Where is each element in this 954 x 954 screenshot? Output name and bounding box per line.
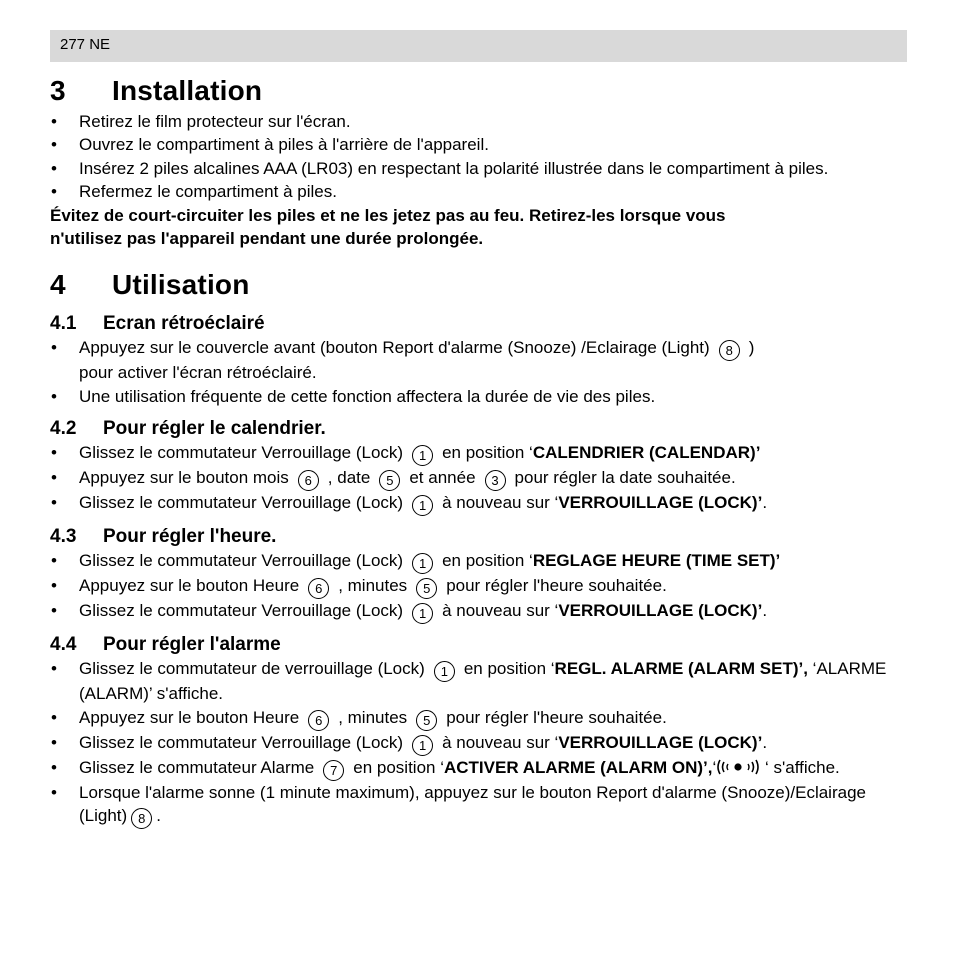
circled-number-icon: 5	[379, 470, 400, 491]
calendar-list	[50, 441, 910, 516]
list-item: • Glissez le commutateur Alarme 7 en position ‘ACTIVER ALARME (ALARM ON)’,‘ ‘ s'affiche.	[50, 756, 910, 781]
list-item: • Glissez le commutateur Verrouillage (Lock) 1 en position ‘REGLAGE HEURE (TIME SET)’	[50, 549, 910, 574]
list-item: • Une utilisation fréquente de cette fonction affectera la durée de vie des piles.	[50, 385, 910, 408]
section-3-heading	[50, 72, 910, 110]
section-title: Utilisation	[112, 269, 250, 301]
circled-number-icon: 1	[412, 603, 433, 624]
list-item: • Refermez le compartiment à piles.	[50, 180, 910, 203]
page-header	[50, 30, 907, 62]
subsection-title: Pour régler l'alarme	[103, 634, 281, 656]
subsection-title: Pour régler l'heure.	[103, 526, 277, 548]
document-body	[50, 70, 910, 829]
circled-number-icon: 1	[412, 495, 433, 516]
model-number: 277 NE	[60, 36, 111, 53]
circled-number-icon: 1	[434, 661, 455, 682]
section-4-heading	[50, 266, 910, 304]
alarm-on-icon	[716, 758, 760, 776]
circled-number-icon: 5	[416, 578, 437, 599]
circled-number-icon: 3	[485, 470, 506, 491]
subsection-number: 4.3	[50, 526, 77, 548]
circled-number-icon: 1	[412, 445, 433, 466]
list-item: • Glissez le commutateur Verrouillage (Lock) 1 à nouveau sur ‘VERROUILLAGE (LOCK)’.	[50, 731, 910, 756]
subsection-number: 4.1	[50, 313, 77, 335]
section-number: 3	[50, 75, 66, 106]
installation-list	[50, 110, 910, 204]
list-item: • Appuyez sur le couvercle avant (bouton Report d'alarme (Snooze) /Eclairage (Light) 8 ) pour activer l'écran rétroéclairé.	[50, 336, 910, 384]
list-item: • Retirez le film protecteur sur l'écran.	[50, 110, 910, 133]
circled-number-icon: 1	[412, 735, 433, 756]
subsection-4-1-heading	[50, 312, 910, 336]
backlight-list	[50, 336, 910, 408]
circled-number-icon: 6	[298, 470, 319, 491]
alarm-list	[50, 657, 910, 829]
circled-number-icon: 5	[416, 710, 437, 731]
list-item: • Glissez le commutateur de verrouillage (Lock) 1 en position ‘REGL. ALARME (ALARM SET)’, ‘ALARME (ALARM)’ s'affiche.	[50, 657, 910, 705]
warning-line: Évitez de court-circuiter les piles et ne les jetez pas au feu. Retirez-les lorsque vous	[50, 205, 726, 225]
list-item: • Appuyez sur le bouton Heure 6 , minutes 5 pour régler l'heure souhaitée.	[50, 706, 910, 731]
subsection-number: 4.4	[50, 634, 77, 656]
circled-number-icon: 1	[412, 553, 433, 574]
list-item: • Insérez 2 piles alcalines AAA (LR03) en respectant la polarité illustrée dans le compartiment à piles.	[50, 157, 910, 180]
subsection-title: Ecran rétroéclairé	[103, 313, 265, 335]
list-item: • Ouvrez le compartiment à piles à l'arrière de l'appareil.	[50, 133, 910, 156]
list-item: • Appuyez sur le bouton mois 6 , date 5 et année 3 pour régler la date souhaitée.	[50, 466, 910, 491]
battery-warning	[50, 204, 910, 251]
circled-number-icon: 6	[308, 578, 329, 599]
subsection-title: Pour régler le calendrier.	[103, 418, 326, 440]
circled-number-icon: 7	[323, 760, 344, 781]
warning-line: n'utilisez pas l'appareil pendant une durée prolongée.	[50, 229, 484, 249]
subsection-number: 4.2	[50, 418, 77, 440]
subsection-4-3-heading	[50, 525, 910, 549]
subsection-4-2-heading	[50, 417, 910, 441]
circled-number-icon: 8	[131, 808, 152, 829]
circled-number-icon: 8	[719, 340, 740, 361]
time-list	[50, 549, 910, 624]
list-item: • Glissez le commutateur Verrouillage (Lock) 1 à nouveau sur ‘VERROUILLAGE (LOCK)’.	[50, 599, 910, 624]
section-title: Installation	[112, 75, 263, 106]
list-item: • Glissez le commutateur Verrouillage (Lock) 1 en position ‘CALENDRIER (CALENDAR)’	[50, 441, 910, 466]
section-number: 4	[50, 269, 66, 301]
circled-number-icon: 6	[308, 710, 329, 731]
list-item: • Appuyez sur le bouton Heure 6 , minutes 5 pour régler l'heure souhaitée.	[50, 574, 910, 599]
subsection-4-4-heading	[50, 633, 910, 657]
list-item: • Glissez le commutateur Verrouillage (Lock) 1 à nouveau sur ‘VERROUILLAGE (LOCK)’.	[50, 491, 910, 516]
list-item: • Lorsque l'alarme sonne (1 minute maximum), appuyez sur le bouton Report d'alarme (Snooze)/Eclairage (Light) 8 .	[50, 781, 910, 829]
